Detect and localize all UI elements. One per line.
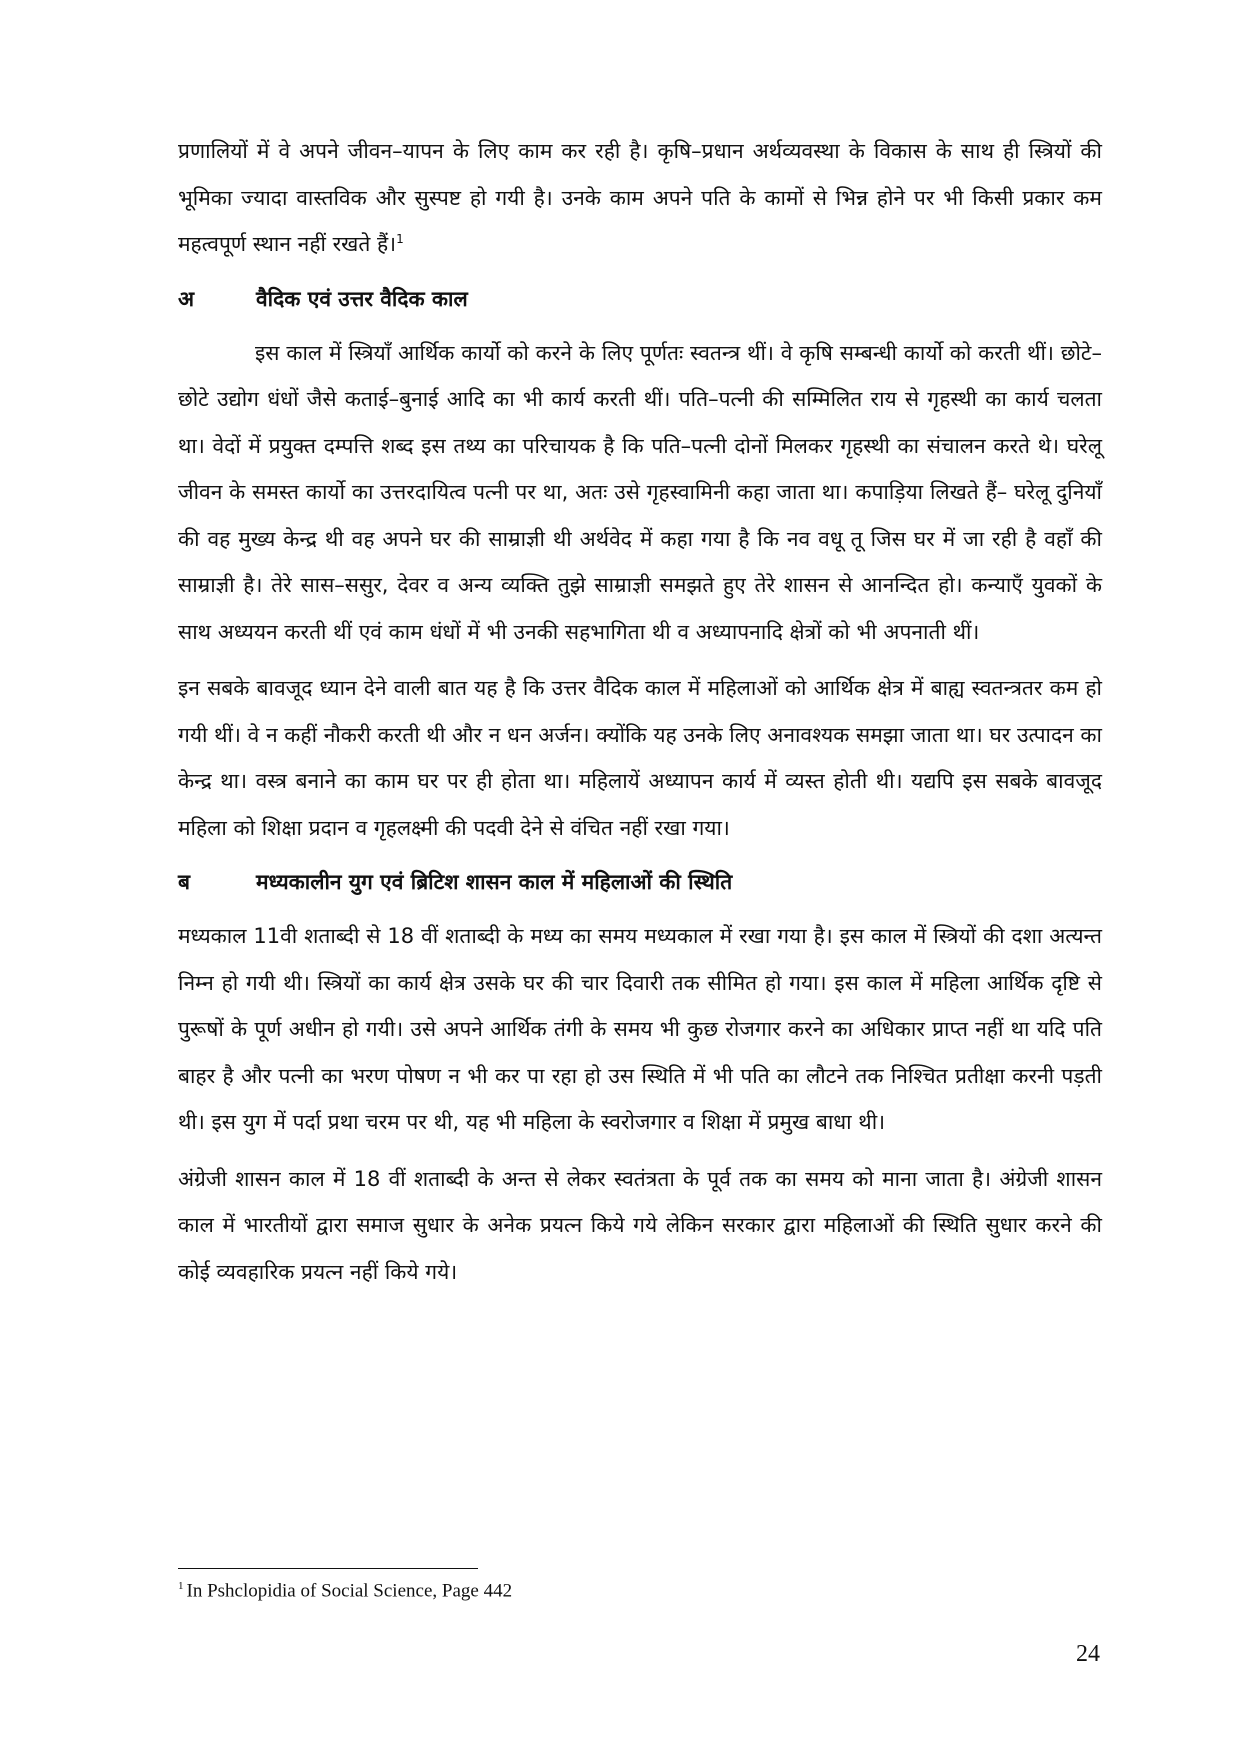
paragraph-vedic: इस काल में स्त्रियॉं आर्थिक कार्यो को करने के लिए पूर्णतः स्वतन्त्र थीं। वे कृषि सम्बन्धी कार्यो को करती थीं। छोटे–छोटे उद्योग धंधों जैसे कताई–बुनाई आदि का भी कार्य करती थीं। पति–पत्नी की सम्मिलित राय से गृहस्थी का कार्य चलता था। वेदों में प्रयुक्त दम्पत्ति शब्द इस तथ्य का परिचायक है कि पति–पत्नी दोनों मिलकर गृहस्थी का संचालन करते थे। घरेलू जीवन के समस्त कार्यो का उत्तरदायित्व पत्नी पर था, अतः उसे गृहस्वामिनी कहा जाता था। कपाड़िया लिखते हैं– घरेलू दुनियॉं की वह मुख्य केन्द्र थी वह अपने घर की साम्राज्ञी थी अर्थवेद में कहा गया है कि नव वधू तू जिस घर में जा रही है वहॉं की साम्राज्ञी है। तेरे सास–ससुर, देवर व अन्य व्यक्ति तुझे साम्राज्ञी समझते हुए तेरे शासन से आनन्दित हो। कन्याऍं युवकों के साथ अध्ययन करती थीं एवं काम धंधों में भी उनकी सहभागिता थी व अध्यापनादि क्षेत्रों को भी अपनाती थीं। <box>178 340 1102 644</box>
section-title: वैदिक एवं उत्तर वैदिक काल <box>256 286 468 311</box>
body-text <box>178 128 1102 1295</box>
section-marker: ब <box>178 870 190 894</box>
section-title: मध्यकालीन युग एवं ब्रिटिश शासन काल में महिलाओं की स्थिति <box>256 870 733 894</box>
footnote-divider <box>178 1568 478 1569</box>
footnote-reference: 1 <box>396 232 404 246</box>
section-marker: अ <box>178 286 195 311</box>
paragraph-intro <box>178 128 1102 268</box>
page-number: 24 <box>1076 1641 1100 1667</box>
paragraph-later-vedic: इन सबके बावजूद ध्यान देने वाली बात यह है कि उत्तर वैदिक काल में महिलाओं को आर्थिक क्षेत्र में बाह्य स्वतन्त्रतर कम हो गयी थीं। वे न कहीं नौकरी करती थी और न धन अर्जन। क्योंकि यह उनके लिए अनावश्यक समझा जाता था। घर उत्पादन का केन्द्र था। वस्त्र बनाने का काम घर पर ही होता था। महिलायें अध्यापन कार्य में व्यस्त होती थी। यद्यपि इस सबके बावजूद महिला को शिक्षा प्रदान व गृहलक्ष्मी की पदवी देने से वंचित नहीं रखा गया। <box>178 676 1102 840</box>
section-heading-medieval <box>178 859 1102 905</box>
footnote <box>178 1580 512 1602</box>
footnote-mark: 1 <box>178 1580 184 1592</box>
section-heading-vedic <box>178 276 1102 322</box>
paragraph-british: अंग्रेजी शासन काल में 18 वीं शताब्दी के अन्त से लेकर स्वतंत्रता के पूर्व तक का समय को माना जाता है। अंग्रेजी शासन काल में भारतीयों द्वारा समाज सुधार के अनेक प्रयत्न किये गये लेकिन सरकार द्वारा महिलाओं की स्थिति सुधार करने की कोई व्यवहारिक प्रयत्न नहीं किये गये। <box>178 1166 1102 1284</box>
paragraph-intro-text: प्रणालियों में वे अपने जीवन–यापन के लिए काम कर रही है। कृषि–प्रधान अर्थव्यवस्था के विकास के साथ ही स्त्रियों की भूमिका ज्यादा वास्तविक और सुस्पष्ट हो गयी है। उनके काम अपने पति के कामों से भिन्न होने पर भी किसी प्रकार कम महत्वपूर्ण स्थान नहीं रखते हैं। <box>178 139 1102 256</box>
paragraph-medieval: मध्यकाल 11वी शताब्दी से 18 वीं शताब्दी के मध्य का समय मध्यकाल में रखा गया है। इस काल में स्त्रियों की दशा अत्यन्त निम्न हो गयी थी। स्त्रियों का कार्य क्षेत्र उसके घर की चार दिवारी तक सीमित हो गया। इस काल में महिला आर्थिक दृष्टि से पुरूषों के पूर्ण अधीन हो गयी। उसे अपने आर्थिक तंगी के समय भी कुछ रोजगार करने का अधिकार प्राप्त नहीं था यदि पति बाहर है और पत्नी का भरण पोषण न भी कर पा रहा हो उस स्थिति में भी पति का लौटने तक निश्चित प्रतीक्षा करनी पड़ती थी। इस युग में पर्दा प्रथा चरम पर थी, यह भी महिला के स्वरोजगार व शिक्षा में प्रमुख बाधा थी। <box>178 924 1102 1134</box>
footnote-text: In Pshclopidia of Social Science, Page 442 <box>186 1580 513 1602</box>
